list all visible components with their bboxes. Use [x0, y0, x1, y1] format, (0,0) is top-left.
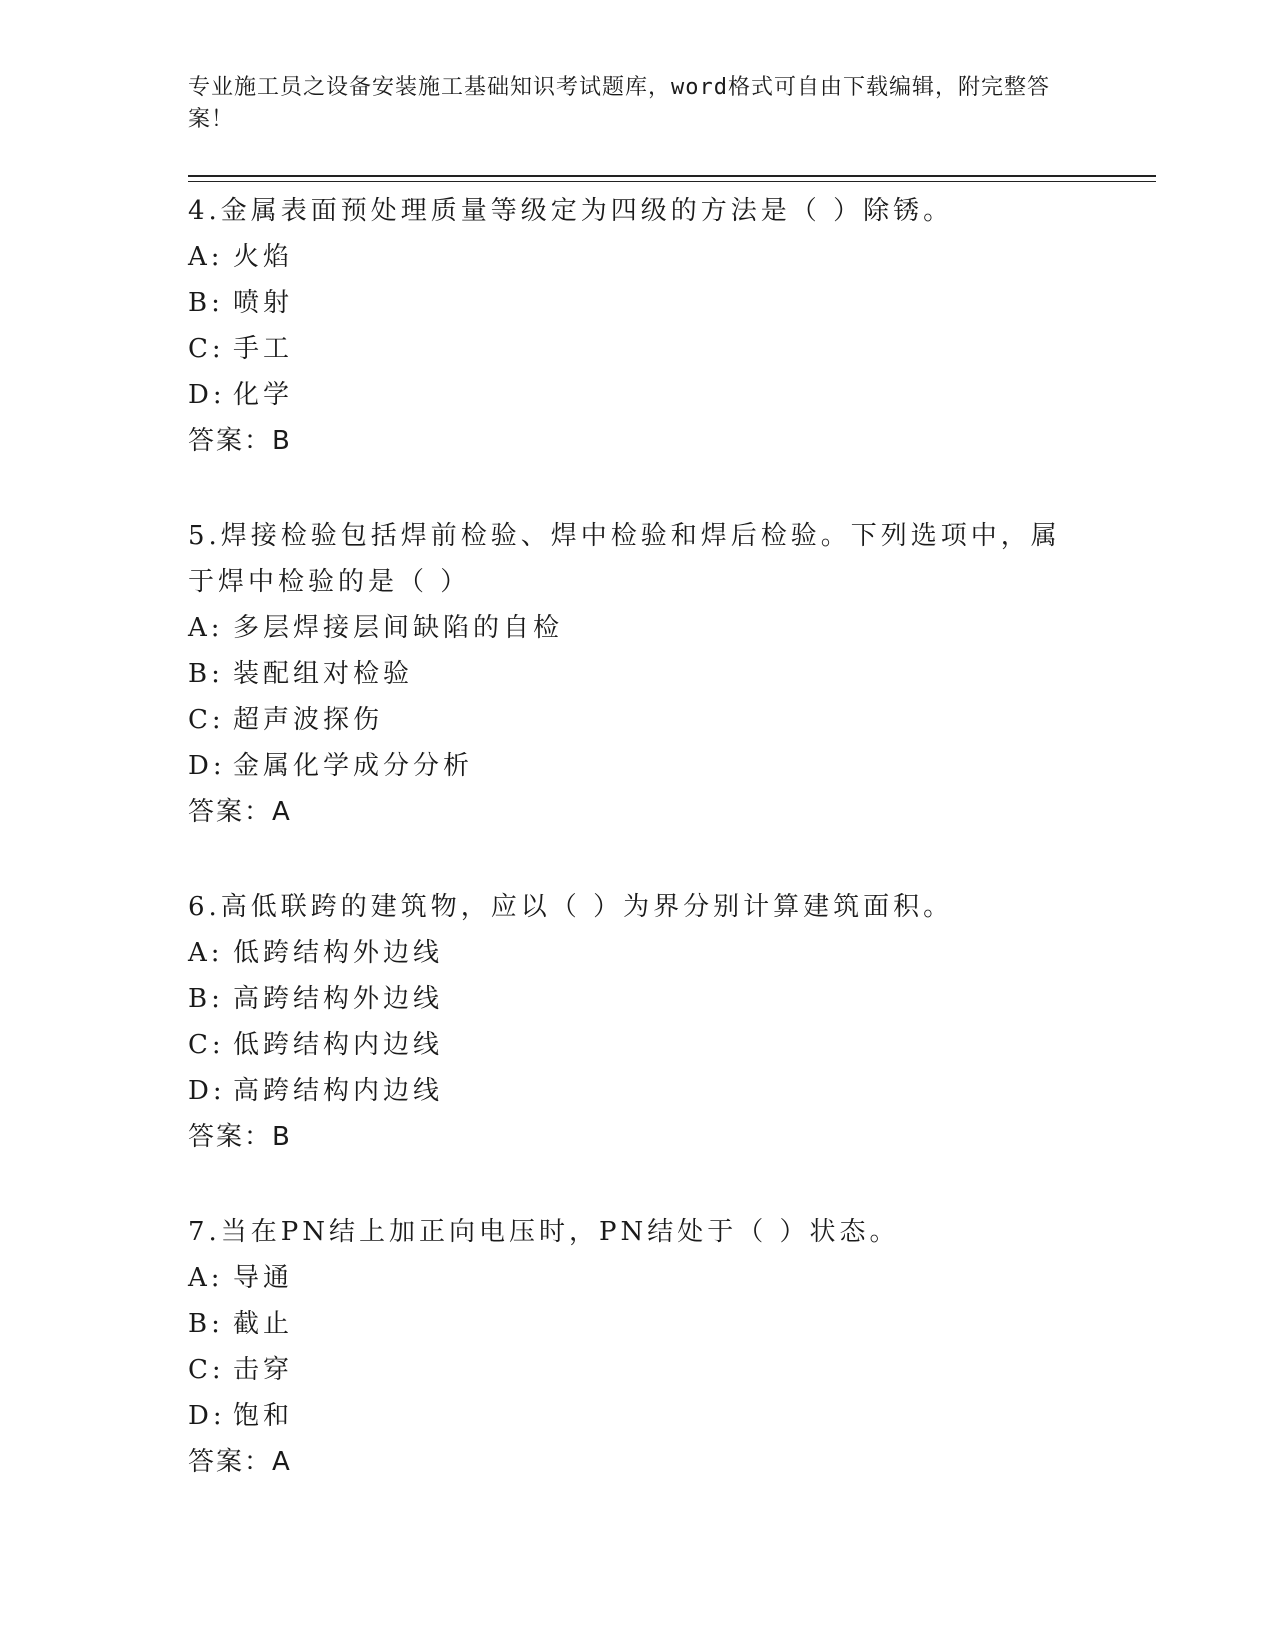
option-label: A: [188, 613, 224, 643]
option-c [188, 1347, 1088, 1393]
option-label: A: [188, 938, 224, 968]
option-label: B: [188, 1309, 224, 1339]
option-text: 截止 [233, 1309, 294, 1339]
answer-line: 答案：A [188, 1447, 292, 1477]
option-a [188, 605, 1088, 651]
option-a [188, 1255, 1088, 1301]
option-d [188, 1393, 1088, 1439]
question-stem: 4.金属表面预处理质量等级定为四级的方法是（ ）除锈。 [188, 196, 954, 226]
option-list [188, 1255, 1088, 1439]
header-rule-thin [188, 181, 1156, 182]
answer-line: 答案：B [188, 1122, 292, 1152]
option-b [188, 651, 1088, 697]
option-a [188, 930, 1088, 976]
question-7 [188, 1209, 1088, 1485]
option-text: 喷射 [233, 288, 294, 318]
option-label: D: [188, 1401, 226, 1431]
option-d [188, 1068, 1088, 1114]
option-c [188, 326, 1088, 372]
document-title: 专业施工员之设备安装施工基础知识考试题库，word格式可自由下载编辑，附完整答案！ [188, 75, 1050, 132]
header-rule-thick [188, 175, 1156, 177]
question-5 [188, 513, 1088, 835]
option-label: B: [188, 984, 224, 1014]
option-d [188, 372, 1088, 418]
option-label: C: [188, 705, 225, 735]
option-c [188, 697, 1088, 743]
option-text: 导通 [233, 1263, 294, 1293]
option-text: 化学 [233, 380, 294, 410]
question-stem: 7.当在PN结上加正向电压时，PN结处于（ ）状态。 [188, 1217, 900, 1247]
option-text: 火焰 [233, 242, 294, 272]
option-label: C: [188, 334, 225, 364]
option-label: C: [188, 1030, 225, 1060]
option-list [188, 605, 1088, 789]
option-text: 手工 [233, 334, 294, 364]
option-label: B: [188, 288, 224, 318]
question-6 [188, 884, 1088, 1160]
option-list [188, 234, 1088, 418]
answer-line: 答案：A [188, 797, 292, 827]
question-stem: 6.高低联跨的建筑物，应以（ ）为界分别计算建筑面积。 [188, 892, 954, 922]
option-text: 饱和 [233, 1401, 294, 1431]
option-text: 低跨结构外边线 [233, 938, 444, 968]
option-b [188, 976, 1088, 1022]
option-label: B: [188, 659, 224, 689]
option-b [188, 1301, 1088, 1347]
question-list [188, 188, 1088, 1534]
option-text: 装配组对检验 [233, 659, 414, 689]
option-text: 金属化学成分分析 [233, 751, 474, 781]
option-text: 超声波探伤 [233, 705, 384, 735]
option-label: A: [188, 242, 224, 272]
option-b [188, 280, 1088, 326]
answer-line: 答案：B [188, 426, 292, 456]
option-text: 低跨结构内边线 [233, 1030, 444, 1060]
option-text: 击穿 [233, 1355, 294, 1385]
option-a [188, 234, 1088, 280]
option-label: D: [188, 1076, 226, 1106]
option-text: 高跨结构外边线 [233, 984, 444, 1014]
option-c [188, 1022, 1088, 1068]
option-d [188, 743, 1088, 789]
option-text: 高跨结构内边线 [233, 1076, 444, 1106]
option-label: D: [188, 751, 226, 781]
question-stem: 5.焊接检验包括焊前检验、焊中检验和焊后检验。下列选项中，属于焊中检验的是（ ） [188, 521, 1061, 597]
option-list [188, 930, 1088, 1114]
option-label: D: [188, 380, 226, 410]
option-label: C: [188, 1355, 225, 1385]
question-4 [188, 188, 1088, 464]
option-label: A: [188, 1263, 224, 1293]
option-text: 多层焊接层间缺陷的自检 [233, 613, 564, 643]
